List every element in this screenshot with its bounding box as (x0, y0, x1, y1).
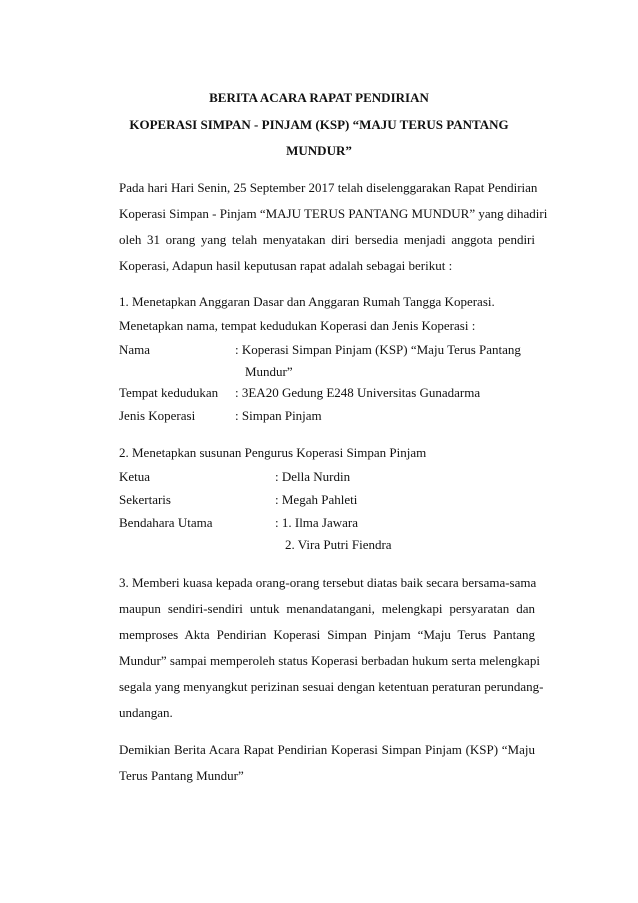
closing-line: Terus Pantang Mundur” (119, 768, 244, 783)
intro-line: Koperasi, Adapun hasil keputusan rapat adalah sebagai berikut : (119, 258, 453, 273)
section-3-line: segala yang menyangkut perizinan sesuai dengan ketentuan peraturan perundang- (119, 679, 544, 694)
section-3-line: maupun sendiri-sendiri untuk menandatangani, melengkapi persyaratan dan (119, 601, 535, 616)
intro-line: Pada hari Hari Senin, 25 September 2017 telah diselenggarakan Rapat Pendirian (119, 180, 538, 195)
field-label-tempat-kedudukan: Tempat kedudukan (119, 385, 219, 400)
officer-label-ketua: Ketua (119, 469, 151, 484)
field-value-tempat-kedudukan: : 3EA20 Gedung E248 Universitas Gunadarma (235, 385, 481, 400)
field-label-nama: Nama (119, 342, 151, 357)
document-title-line-2: KOPERASI SIMPAN - PINJAM (KSP) “MAJU TERUS PANTANG (129, 117, 509, 132)
section-2-heading: 2. Menetapkan susunan Pengurus Koperasi Simpan Pinjam (119, 445, 427, 460)
section-3-line: 3. Memberi kuasa kepada orang-orang tersebut diatas baik secara bersama-sama (119, 575, 537, 590)
field-value-nama-continued: Mundur” (245, 364, 293, 379)
officer-value-bendahara: : 1. Ilma Jawara (275, 515, 359, 530)
officer-value-bendahara-continued: 2. Vira Putri Fiendra (285, 537, 392, 552)
closing-line: Demikian Berita Acara Rapat Pendirian Koperasi Simpan Pinjam (KSP) “Maju (119, 742, 535, 757)
section-1-heading: 1. Menetapkan Anggaran Dasar dan Anggaran Rumah Tangga Koperasi. (119, 294, 495, 309)
officer-label-sekertaris: Sekertaris (119, 492, 171, 507)
officer-label-bendahara: Bendahara Utama (119, 515, 213, 530)
field-value-jenis-koperasi: : Simpan Pinjam (235, 408, 322, 423)
section-3-line: undangan. (119, 705, 173, 720)
intro-line: Koperasi Simpan - Pinjam “MAJU TERUS PANTANG MUNDUR” yang dihadiri (119, 206, 548, 221)
officer-value-sekertaris: : Megah Pahleti (275, 492, 358, 507)
section-3-line: Mundur” sampai memperoleh status Koperasi berbadan hukum serta melengkapi (119, 653, 540, 668)
field-label-jenis-koperasi: Jenis Koperasi (119, 408, 196, 423)
intro-line: oleh 31 orang yang telah menyatakan diri bersedia menjadi anggota pendiri (119, 232, 535, 247)
section-1-subheading: Menetapkan nama, tempat kedudukan Koperasi dan Jenis Koperasi : (119, 318, 476, 333)
officer-value-ketua: : Della Nurdin (275, 469, 351, 484)
document-title-line-3: MUNDUR” (286, 143, 352, 158)
section-3-line: memproses Akta Pendirian Koperasi Simpan Pinjam “Maju Terus Pantang (119, 627, 535, 642)
document-title-line-1: BERITA ACARA RAPAT PENDIRIAN (209, 90, 429, 105)
field-value-nama: : Koperasi Simpan Pinjam (KSP) “Maju Terus Pantang (235, 342, 521, 357)
